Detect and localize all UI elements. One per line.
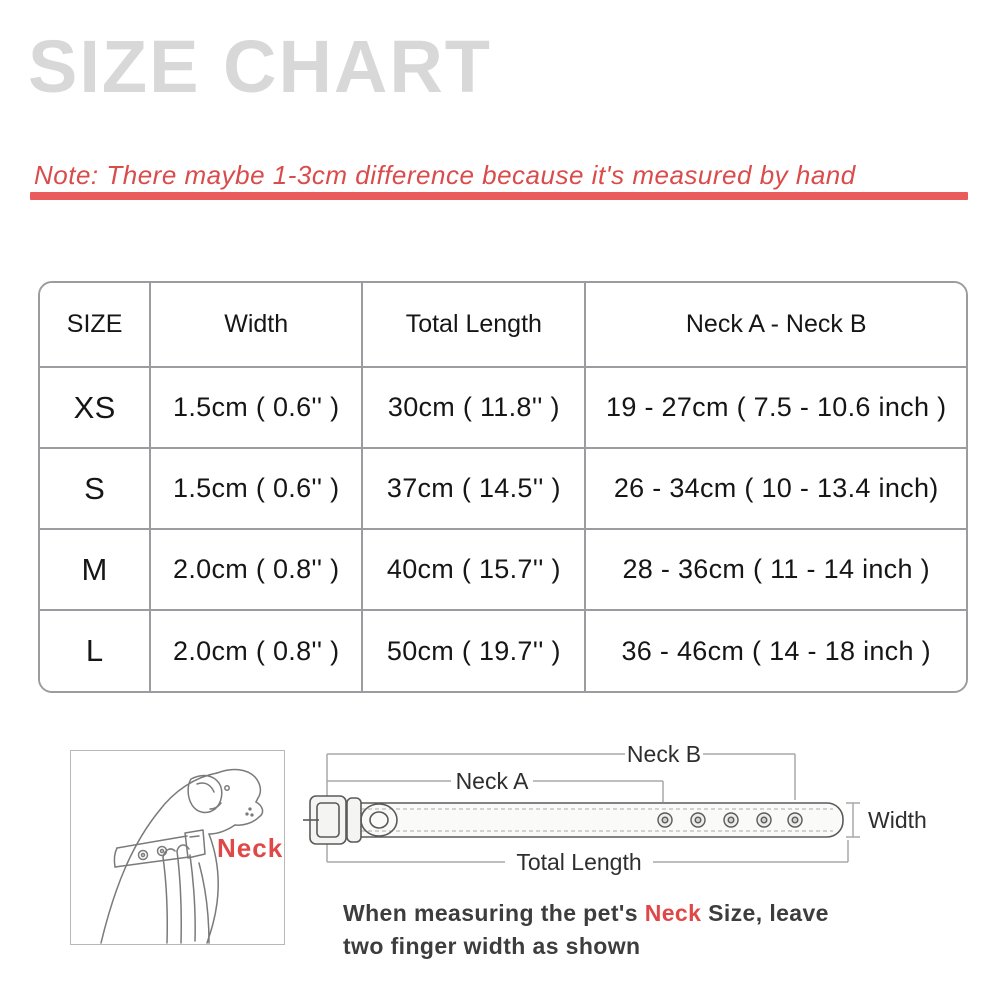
caption-text: Size, leave [701,900,829,926]
table-header-row [40,283,966,367]
dog-neck-label: Neck [217,833,284,863]
neck-b-label: Neck B [626,741,702,767]
note-text: Note: There maybe 1-3cm difference because it's measured by hand [34,160,856,190]
cell-size: S [40,448,150,529]
cell-length: 40cm ( 15.7'' ) [362,529,585,610]
cell-size: M [40,529,150,610]
total-length-label: Total Length [516,849,642,875]
col-header-length: Total Length [362,283,585,367]
neck-a-label: Neck A [455,768,529,794]
cell-size: XS [40,367,150,448]
collar-measurement-diagram [295,740,975,890]
table-row-m [40,529,966,610]
dog-illustration-box [70,750,285,945]
table-row-xs [40,367,966,448]
cell-neck: 36 - 46cm ( 14 - 18 inch ) [585,610,966,691]
col-header-width: Width [150,283,362,367]
caption-text: When measuring the pet's [343,900,645,926]
caption-line-1 [343,897,829,930]
cell-length: 30cm ( 11.8'' ) [362,367,585,448]
cell-width: 2.0cm ( 0.8'' ) [150,529,362,610]
table-row-l [40,610,966,691]
cell-neck: 26 - 34cm ( 10 - 13.4 inch) [585,448,966,529]
width-label: Width [868,807,927,833]
col-header-size: SIZE [40,283,150,367]
page-title: SIZE CHART [28,25,492,108]
cell-length: 37cm ( 14.5'' ) [362,448,585,529]
cell-neck: 19 - 27cm ( 7.5 - 10.6 inch ) [585,367,966,448]
cell-neck: 28 - 36cm ( 11 - 14 inch ) [585,529,966,610]
col-header-neck: Neck A - Neck B [585,283,966,367]
table-row-s [40,448,966,529]
cell-width: 2.0cm ( 0.8'' ) [150,610,362,691]
measuring-caption [343,897,829,963]
cell-width: 1.5cm ( 0.6'' ) [150,448,362,529]
size-table [38,281,968,693]
note-underline [30,192,968,200]
cell-width: 1.5cm ( 0.6'' ) [150,367,362,448]
caption-line-2: two finger width as shown [343,933,641,959]
cell-length: 50cm ( 19.7'' ) [362,610,585,691]
cell-size: L [40,610,150,691]
caption-neck-highlight: Neck [644,900,702,926]
